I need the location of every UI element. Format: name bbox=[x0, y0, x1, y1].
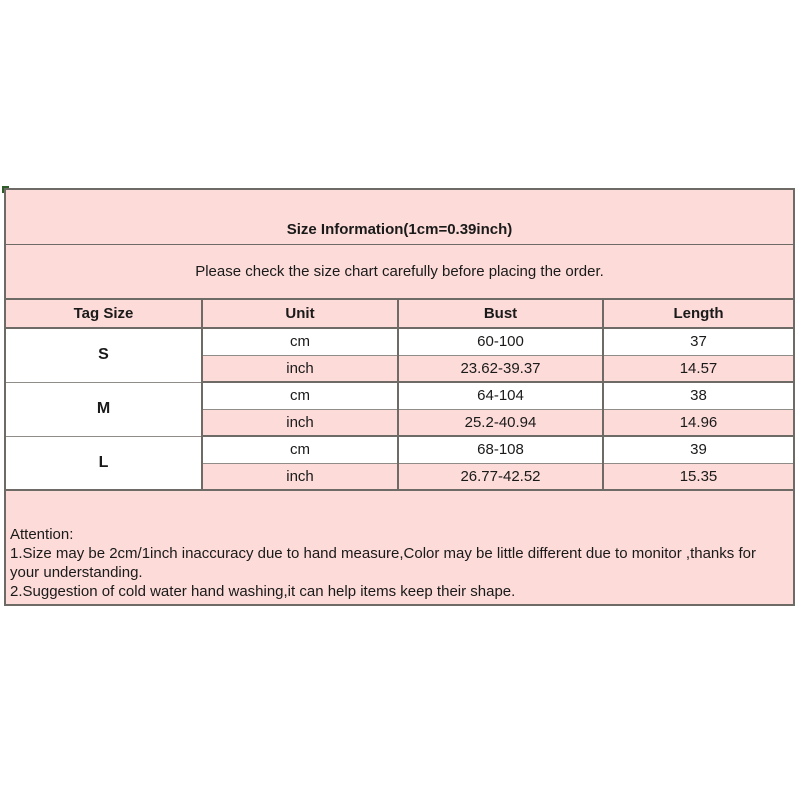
header-row bbox=[6, 300, 793, 328]
tag-size-cell: L bbox=[6, 436, 202, 490]
table-subtitle: Please check the size chart carefully before placing the order. bbox=[6, 245, 793, 300]
tag-size-cell: S bbox=[6, 328, 202, 382]
table-title: Size Information(1cm=0.39inch) bbox=[6, 190, 793, 245]
unit-cell: cm bbox=[202, 328, 398, 355]
table-row bbox=[6, 436, 793, 463]
length-cell: 38 bbox=[603, 382, 793, 409]
table-row bbox=[6, 328, 793, 355]
bust-cell: 23.62-39.37 bbox=[398, 355, 603, 382]
attention-block bbox=[6, 491, 793, 604]
unit-cell: inch bbox=[202, 409, 398, 436]
attention-line: 2.Suggestion of cold water hand washing,it can help items keep their shape. bbox=[10, 583, 516, 600]
size-section-s bbox=[6, 328, 793, 382]
column-header-tag-size: Tag Size bbox=[6, 300, 202, 328]
length-cell: 39 bbox=[603, 436, 793, 463]
bust-cell: 60-100 bbox=[398, 328, 603, 355]
unit-cell: cm bbox=[202, 382, 398, 409]
unit-cell: inch bbox=[202, 355, 398, 382]
attention-line: 1.Size may be 2cm/1inch inaccuracy due to hand measure,Color may be little different due to monitor ,thanks for your understanding. bbox=[10, 545, 756, 581]
size-info-table bbox=[4, 188, 795, 606]
size-section-l bbox=[6, 436, 793, 490]
table-row bbox=[6, 382, 793, 409]
tag-size-cell: M bbox=[6, 382, 202, 436]
column-header-length: Length bbox=[603, 300, 793, 328]
unit-cell: inch bbox=[202, 463, 398, 490]
bust-cell: 25.2-40.94 bbox=[398, 409, 603, 436]
bust-cell: 68-108 bbox=[398, 436, 603, 463]
attention-heading: Attention: bbox=[10, 526, 74, 543]
length-cell: 37 bbox=[603, 328, 793, 355]
unit-cell: cm bbox=[202, 436, 398, 463]
length-cell: 14.57 bbox=[603, 355, 793, 382]
length-cell: 14.96 bbox=[603, 409, 793, 436]
bust-cell: 64-104 bbox=[398, 382, 603, 409]
size-section-m bbox=[6, 382, 793, 436]
length-cell: 15.35 bbox=[603, 463, 793, 490]
column-header-unit: Unit bbox=[202, 300, 398, 328]
column-header-bust: Bust bbox=[398, 300, 603, 328]
bust-cell: 26.77-42.52 bbox=[398, 463, 603, 490]
size-grid bbox=[6, 300, 793, 491]
